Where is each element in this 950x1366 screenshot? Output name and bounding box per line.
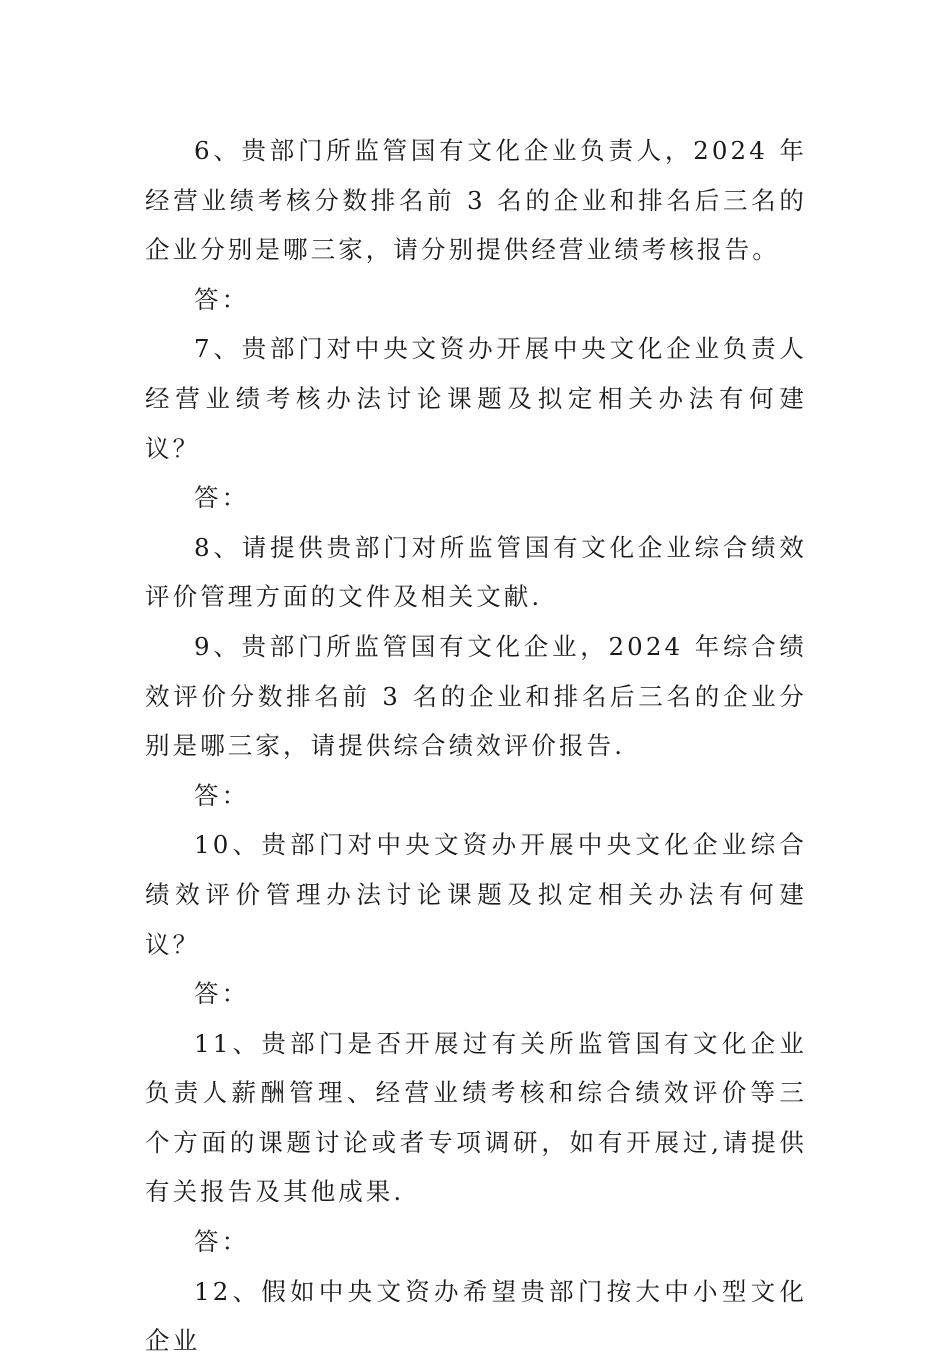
answer-9: 答： — [194, 780, 250, 810]
document-body — [145, 126, 807, 1366]
question-6: 6、贵部门所监管国有文化企业负责人，2024 年经营业绩考核分数排名前 3 名的企业和排名后三名的企业分别是哪三家，请分别提供经营业绩考核报告。 — [145, 136, 807, 265]
answer-6: 答： — [194, 284, 250, 314]
question-10: 10、贵部门对中央文资办开展中央文化企业综合绩效评价管理办法讨论课题及拟定相关办法有何建议？ — [145, 830, 807, 959]
answer-11: 答： — [194, 1227, 250, 1257]
answer-10: 答： — [194, 979, 250, 1009]
question-9: 9、贵部门所监管国有文化企业，2024 年综合绩效评价分数排名前 3 名的企业和排名后三名的企业分别是哪三家，请提供综合绩效评价报告. — [145, 631, 807, 761]
question-11: 11、贵部门是否开展过有关所监管国有文化企业负责人薪酬管理、经营业绩考核和综合绩效评价等三个方面的课题讨论或者专项调研，如有开展过,请提供有关报告及其他成果. — [145, 1028, 807, 1207]
question-7: 7、贵部门对中央文资办开展中央文化企业负责人经营业绩考核办法讨论课题及拟定相关办法有何建议？ — [145, 334, 807, 463]
answer-7: 答： — [194, 483, 250, 513]
question-12: 12、假如中央文资办希望贵部门按大中小型文化企业 — [145, 1276, 807, 1356]
question-8: 8、请提供贵部门对所监管国有文化企业综合绩效评价管理方面的文件及相关文献. — [145, 532, 807, 612]
